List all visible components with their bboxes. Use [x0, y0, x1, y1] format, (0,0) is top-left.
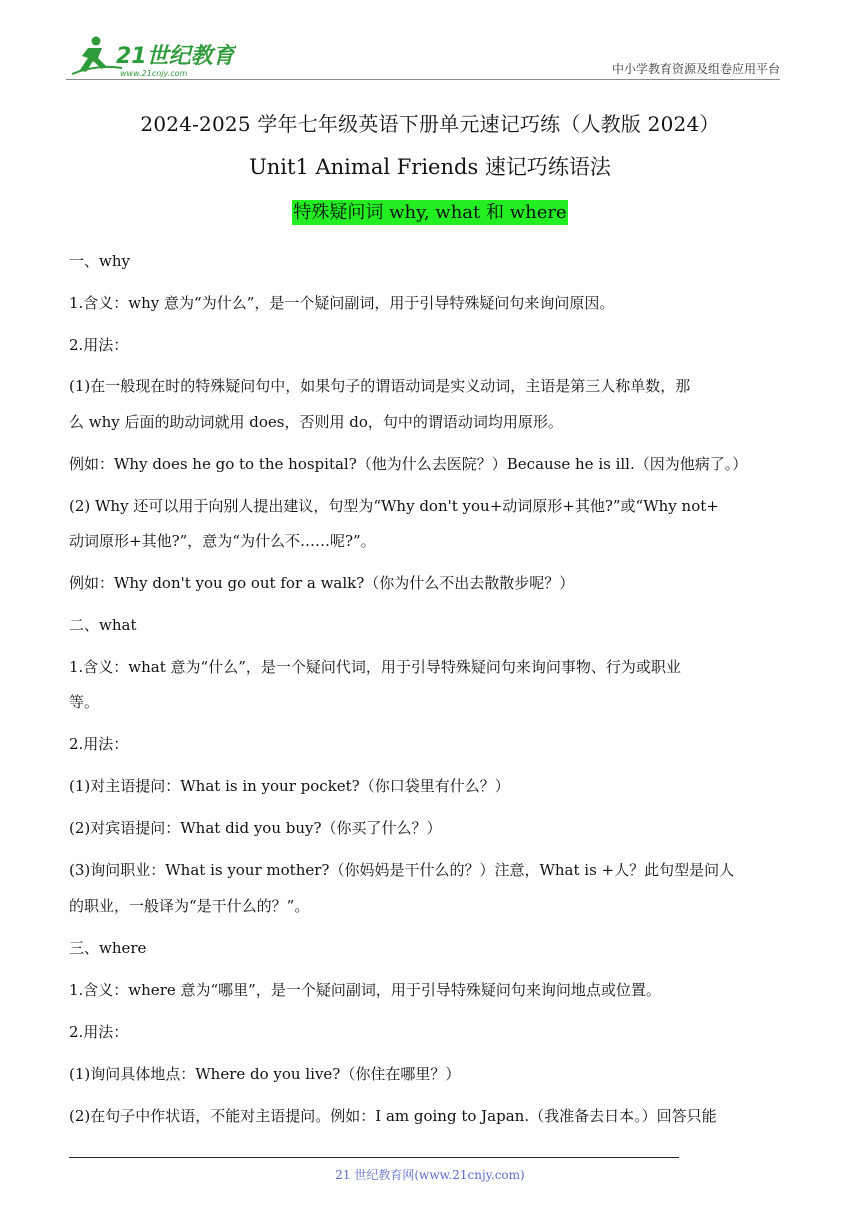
- why-usage-1b: 么 why 后面的助动词就用 does，否则用 do，句中的谓语动词均用原形。: [69, 413, 563, 431]
- section-heading-what: 二、what: [69, 616, 137, 634]
- what-meaning-b: 等。: [69, 693, 100, 711]
- doc-title: 2024-2025 学年七年级英语下册单元速记巧练（人教版 2024）: [140, 112, 720, 136]
- what-usage-3b: 的职业，一般译为“是干什么的？”。: [69, 897, 310, 915]
- what-meaning-a: 1.含义：what 意为“什么”，是一个疑问代词，用于引导特殊疑问句来询问事物、行为或职业: [69, 658, 681, 676]
- logo-url: www.21cnjy.com: [120, 69, 188, 78]
- why-example-1: 例如：Why does he go to the hospital?（他为什么去医院？）Because he is ill.（因为他病了。）: [69, 455, 748, 473]
- why-example-2: 例如：Why don't you go out for a walk?（你为什么不出去散散步呢？）: [69, 574, 575, 592]
- logo-text: 21世纪教育: [116, 44, 235, 69]
- why-meaning: 1.含义：why 意为“为什么”，是一个疑问副词，用于引导特殊疑问句来询问原因。: [69, 294, 615, 312]
- header-divider: [66, 79, 780, 80]
- topic-heading: 特殊疑问词 why, what 和 where: [293, 202, 567, 223]
- where-meaning: 1.含义：where 意为“哪里”，是一个疑问副词，用于引导特殊疑问句来询问地点或位置。: [69, 981, 661, 999]
- why-usage-2b: 动词原形+其他?”，意为“为什么不……呢?”。: [69, 532, 376, 550]
- where-usage-label: 2.用法：: [69, 1023, 129, 1041]
- footer-link[interactable]: 21 世纪教育网(www.21cnjy.com): [335, 1168, 525, 1182]
- logo-icon: [66, 34, 236, 78]
- where-usage-1: (1)询问具体地点：Where do you live?（你住在哪里？）: [69, 1065, 461, 1083]
- platform-name: 中小学教育资源及组卷应用平台: [611, 62, 780, 76]
- page-header: [66, 30, 780, 82]
- section-heading-where: 三、where: [69, 939, 147, 957]
- what-usage-3a: (3)询问职业：What is your mother?（你妈妈是干什么的？）注意，What is +人？此句型是问人: [69, 861, 735, 879]
- section-heading-why: 一、why: [69, 252, 130, 270]
- topic-banner: [0, 198, 860, 224]
- doc-subtitle: Unit1 Animal Friends 速记巧练语法: [249, 155, 611, 179]
- what-usage-2: (2)对宾语提问：What did you buy?（你买了什么？）: [69, 819, 442, 837]
- why-usage-1a: (1)在一般现在时的特殊疑问句中，如果句子的谓语动词是实义动词，主语是第三人称单数，那: [69, 377, 691, 395]
- why-usage-label: 2.用法：: [69, 336, 129, 354]
- where-usage-2: (2)在句子中作状语，不能对主语提问。例如：I am going to Japan.（我准备去日本。）回答只能: [69, 1107, 717, 1125]
- what-usage-1: (1)对主语提问：What is in your pocket?（你口袋里有什么？）: [69, 777, 510, 795]
- what-usage-label: 2.用法：: [69, 735, 129, 753]
- footer-divider: [69, 1157, 679, 1158]
- why-usage-2a: (2) Why 还可以用于向别人提出建议，句型为“Why don't you+动词原形+其他?”或“Why not+: [69, 497, 719, 515]
